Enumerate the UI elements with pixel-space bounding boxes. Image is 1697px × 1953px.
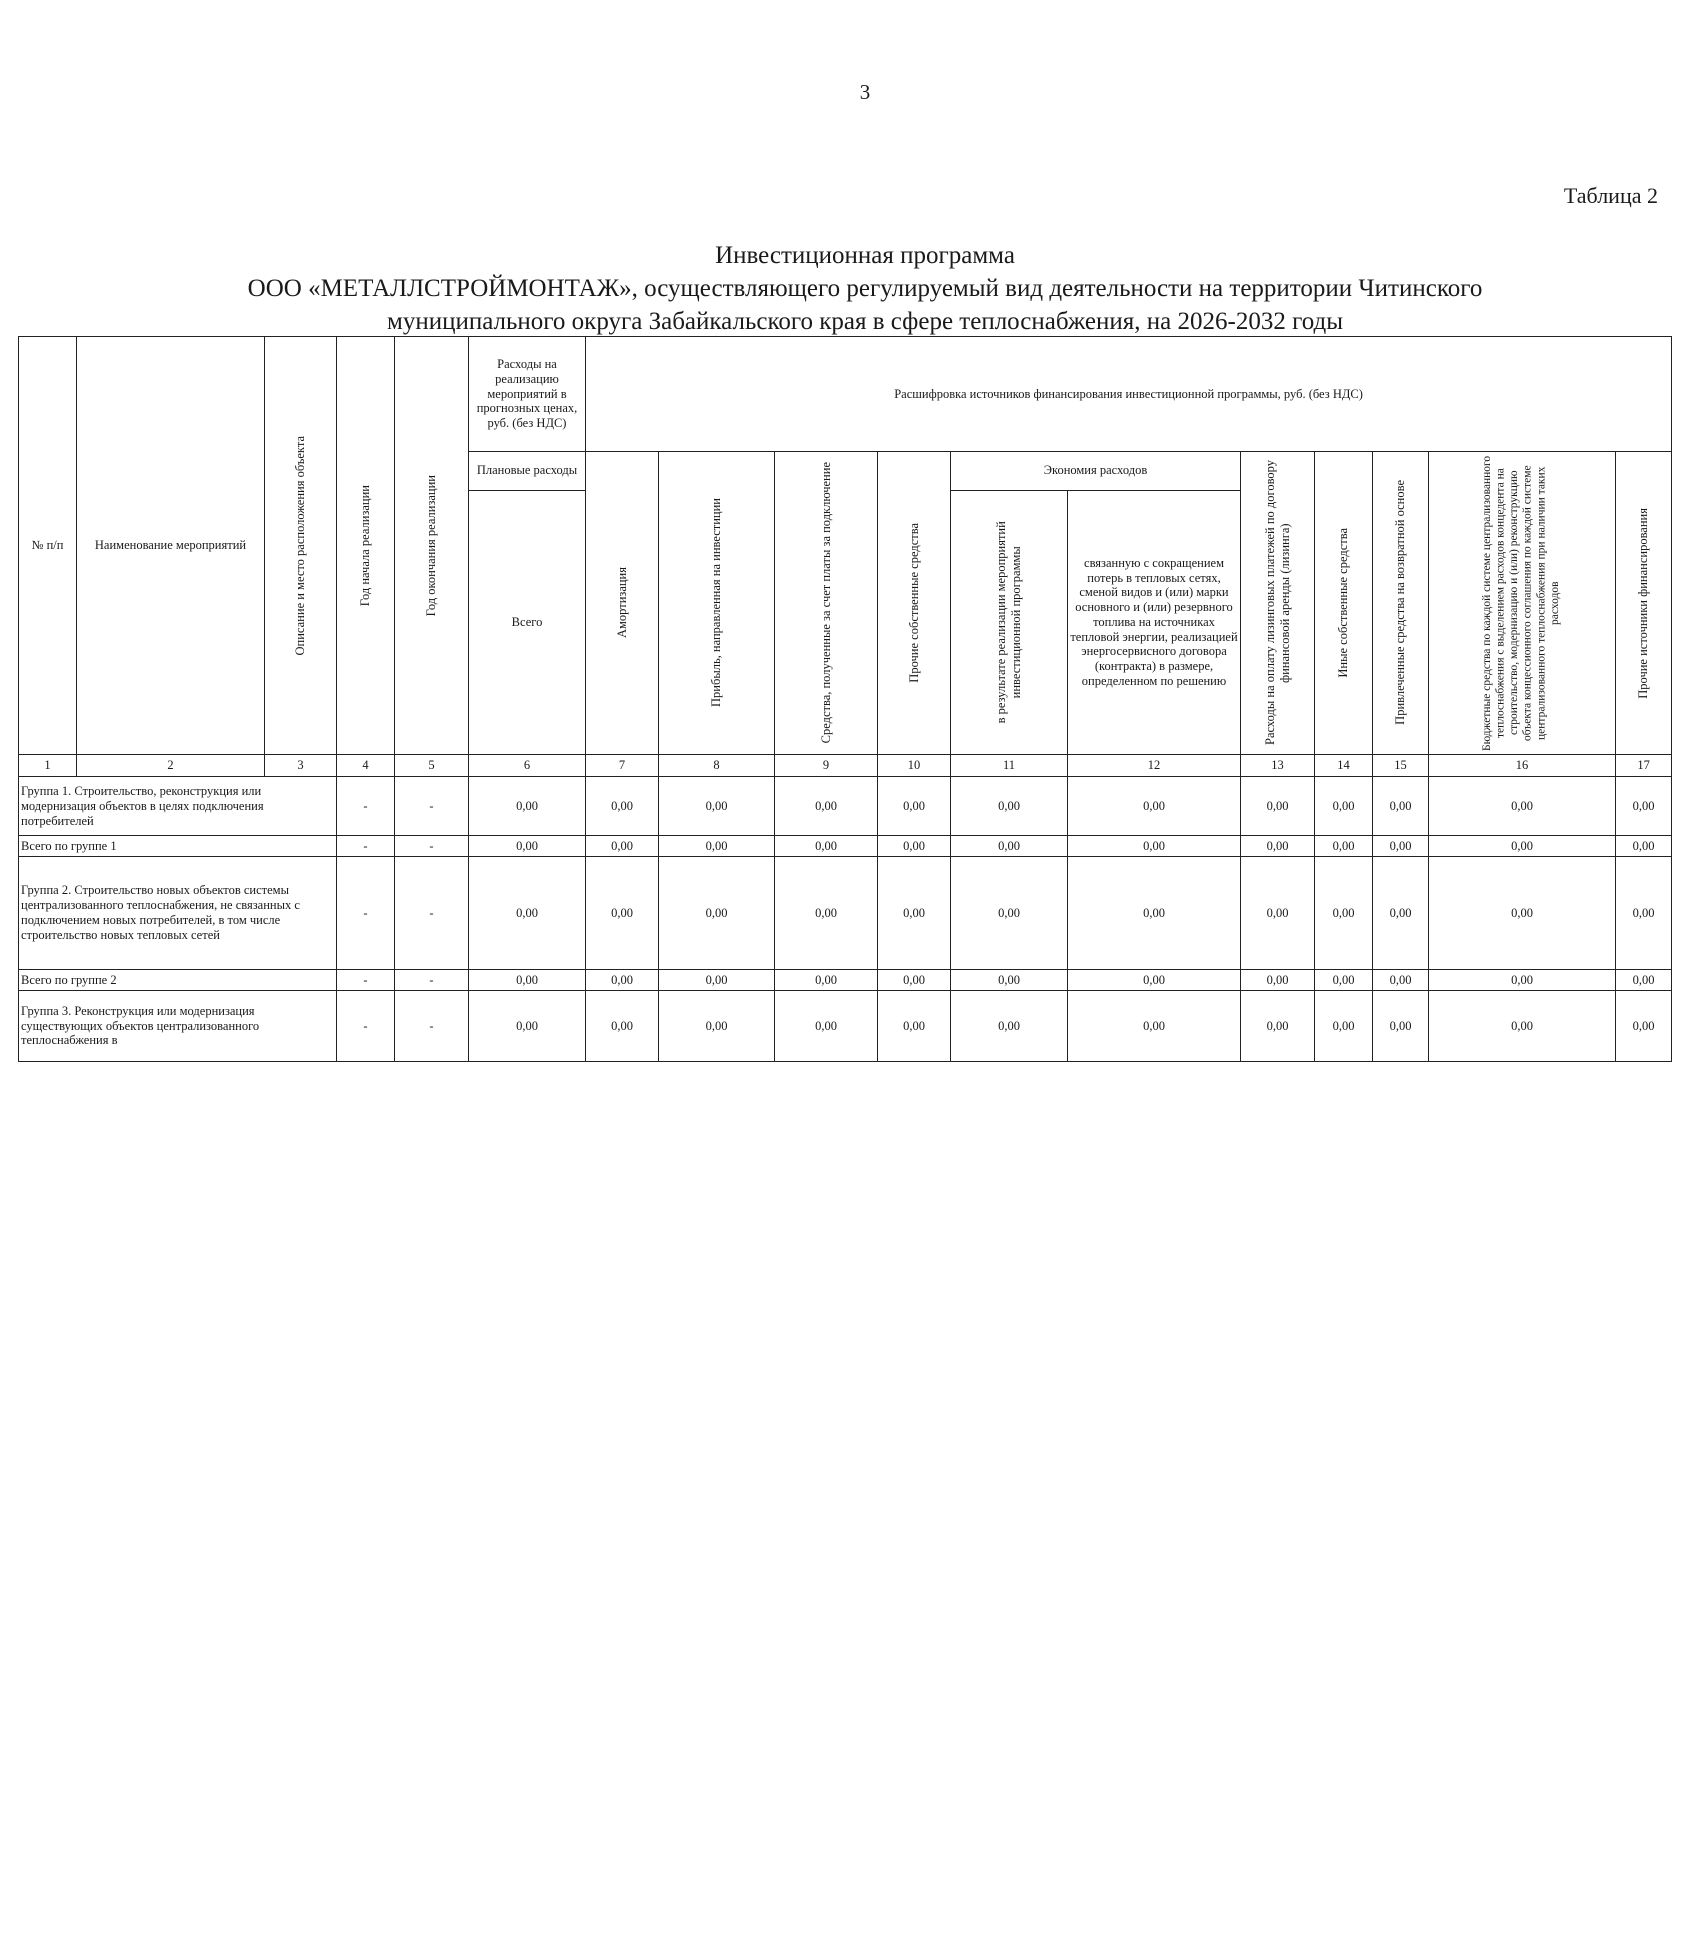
cell-value: 0,00 (586, 856, 659, 970)
row-label: Группа 2. Строительство новых объектов системы централизованного теплоснабжения, не связанных с подключением новых потребителей, в том числе строительство новых тепловых сетей (19, 856, 337, 970)
row-label: Группа 1. Строительство, реконструкция или модернизация объектов в целях подключения потребителей (19, 777, 337, 836)
row-label: Всего по группе 1 (19, 836, 337, 856)
document-title (0, 239, 1697, 338)
cell-value: 0,00 (1616, 990, 1672, 1061)
table-row (19, 777, 1672, 836)
cell-value: 0,00 (775, 777, 878, 836)
header-other-sources: Прочие источники финансирования (1616, 451, 1672, 754)
col-num: 12 (1068, 754, 1241, 776)
header-leasing: Расходы на оплату лизинговых платежей по договору финансовой аренды (лизинга) (1241, 451, 1315, 754)
row-label: Группа 3. Реконструкция или модернизация существующих объектов централизованного теплоснабжения в (19, 990, 337, 1061)
col-num: 17 (1616, 754, 1672, 776)
cell-value: 0,00 (1373, 990, 1429, 1061)
row-start: - (337, 990, 395, 1061)
cell-value: 0,00 (1429, 970, 1616, 990)
col-num: 7 (586, 754, 659, 776)
col-num: 14 (1315, 754, 1373, 776)
header-profit: Прибыль, направленная на инвестиции (659, 451, 775, 754)
cell-value: 0,00 (951, 970, 1068, 990)
cell-value: 0,00 (1241, 970, 1315, 990)
cell-value: 0,00 (1373, 856, 1429, 970)
cell-value: 0,00 (659, 970, 775, 990)
cell-value: 0,00 (951, 836, 1068, 856)
cell-value: 0,00 (878, 970, 951, 990)
cell-value: 0,00 (1068, 970, 1241, 990)
cell-value: 0,00 (775, 990, 878, 1061)
header-description: Описание и место расположения объекта (265, 337, 337, 755)
cell-value: 0,00 (1241, 836, 1315, 856)
col-num: 13 (1241, 754, 1315, 776)
cell-value: 0,00 (659, 777, 775, 836)
cell-value: 0,00 (469, 836, 586, 856)
table-label: Таблица 2 (1563, 183, 1658, 208)
cell-value: 0,00 (1241, 990, 1315, 1061)
row-start: - (337, 836, 395, 856)
cell-value: 0,00 (951, 777, 1068, 836)
col-num: 1 (19, 754, 77, 776)
cell-value: 0,00 (586, 970, 659, 990)
cell-value: 0,00 (775, 970, 878, 990)
title-line-2: ООО «МЕТАЛЛСТРОЙМОНТАЖ», осуществляющего регулируемый вид деятельности на территории Читинского (247, 275, 1483, 302)
table-row (19, 856, 1672, 970)
header-total: Всего (469, 490, 586, 754)
header-name: Наименование мероприятий (77, 337, 265, 755)
cell-value: 0,00 (878, 836, 951, 856)
row-end: - (395, 856, 469, 970)
cell-value: 0,00 (1429, 836, 1616, 856)
title-line-1: Инвестиционная программа (715, 242, 1015, 269)
header-other-own: Прочие собственные средства (878, 451, 951, 754)
cell-value: 0,00 (659, 990, 775, 1061)
cell-value: 0,00 (775, 856, 878, 970)
cell-value: 0,00 (1068, 777, 1241, 836)
title-line-3: муниципального округа Забайкальского края в сфере теплоснабжения, на 2026-2032 годы (387, 308, 1343, 335)
cell-value: 0,00 (1068, 990, 1241, 1061)
col-num: 8 (659, 754, 775, 776)
row-start: - (337, 777, 395, 836)
cell-value: 0,00 (1315, 836, 1373, 856)
col-num: 11 (951, 754, 1068, 776)
cell-value: 0,00 (951, 856, 1068, 970)
header-planned: Плановые расходы (469, 451, 586, 490)
header-borrowed: Привлеченные средства на возвратной основе (1373, 451, 1429, 754)
cell-value: 0,00 (469, 970, 586, 990)
table-row-total (19, 970, 1672, 990)
header-start-year: Год начала реализации (337, 337, 395, 755)
cell-value: 0,00 (1315, 970, 1373, 990)
header-connection-fee: Средства, полученные за счет платы за подключение (775, 451, 878, 754)
header-expenses: Расходы на реализацию мероприятий в прогнозных ценах, руб. (без НДС) (469, 337, 586, 452)
cell-value: 0,00 (878, 990, 951, 1061)
cell-value: 0,00 (775, 836, 878, 856)
header-budget: Бюджетные средства по каждой системе централизованного теплоснабжения с выделением расходов концедента на строительство, модернизацию и (или) реконструкцию объекта концессионного соглашения по каждой системе централизованного теплоснабжения при наличии таких расходов (1429, 451, 1616, 754)
cell-value: 0,00 (659, 856, 775, 970)
row-end: - (395, 990, 469, 1061)
cell-value: 0,00 (1429, 777, 1616, 836)
row-start: - (337, 856, 395, 970)
cell-value: 0,00 (1241, 856, 1315, 970)
header-economy-result: в результате реализации мероприятий инвестиционной программы (951, 490, 1068, 754)
cell-value: 0,00 (1616, 777, 1672, 836)
cell-value: 0,00 (1315, 777, 1373, 836)
header-economy: Экономия расходов (951, 451, 1241, 490)
row-end: - (395, 777, 469, 836)
col-num: 4 (337, 754, 395, 776)
cell-value: 0,00 (586, 836, 659, 856)
header-other-funds: Иные собственные средства (1315, 451, 1373, 754)
header-end-year: Год окончания реализации (395, 337, 469, 755)
cell-value: 0,00 (1616, 970, 1672, 990)
cell-value: 0,00 (1315, 856, 1373, 970)
col-num: 10 (878, 754, 951, 776)
cell-value: 0,00 (1315, 990, 1373, 1061)
row-end: - (395, 836, 469, 856)
cell-value: 0,00 (1068, 856, 1241, 970)
cell-value: 0,00 (469, 777, 586, 836)
row-end: - (395, 970, 469, 990)
cell-value: 0,00 (878, 856, 951, 970)
col-num: 3 (265, 754, 337, 776)
cell-value: 0,00 (878, 777, 951, 836)
cell-value: 0,00 (469, 856, 586, 970)
cell-value: 0,00 (469, 990, 586, 1061)
column-numbers-row (19, 754, 1672, 776)
cell-value: 0,00 (1429, 856, 1616, 970)
col-num: 6 (469, 754, 586, 776)
cell-value: 0,00 (1373, 970, 1429, 990)
cell-value: 0,00 (1429, 990, 1616, 1061)
col-num: 5 (395, 754, 469, 776)
row-start: - (337, 970, 395, 990)
cell-value: 0,00 (659, 836, 775, 856)
header-amortization: Амортизация (586, 451, 659, 754)
cell-value: 0,00 (1068, 836, 1241, 856)
col-num: 15 (1373, 754, 1429, 776)
cell-value: 0,00 (1373, 777, 1429, 836)
row-label: Всего по группе 2 (19, 970, 337, 990)
page-number: 3 (859, 80, 871, 104)
cell-value: 0,00 (1241, 777, 1315, 836)
col-num: 9 (775, 754, 878, 776)
header-row-1 (19, 337, 1672, 452)
cell-value: 0,00 (586, 990, 659, 1061)
table-row (19, 990, 1672, 1061)
col-num: 2 (77, 754, 265, 776)
cell-value: 0,00 (1616, 836, 1672, 856)
cell-value: 0,00 (951, 990, 1068, 1061)
header-num: № п/п (19, 337, 77, 755)
cell-value: 0,00 (1373, 836, 1429, 856)
investment-table (18, 336, 1672, 1062)
cell-value: 0,00 (586, 777, 659, 836)
header-sources: Расшифровка источников финансирования инвестиционной программы, руб. (без НДС) (586, 337, 1672, 452)
table-row-total (19, 836, 1672, 856)
cell-value: 0,00 (1616, 856, 1672, 970)
col-num: 16 (1429, 754, 1616, 776)
header-economy-losses: связанную с сокращением потерь в тепловых сетях, сменой видов и (или) марки основного и (или) резервного топлива на источниках тепловой энергии, реализацией энергосервисного договора (контракта) в размере, определенном по решению (1068, 490, 1241, 754)
